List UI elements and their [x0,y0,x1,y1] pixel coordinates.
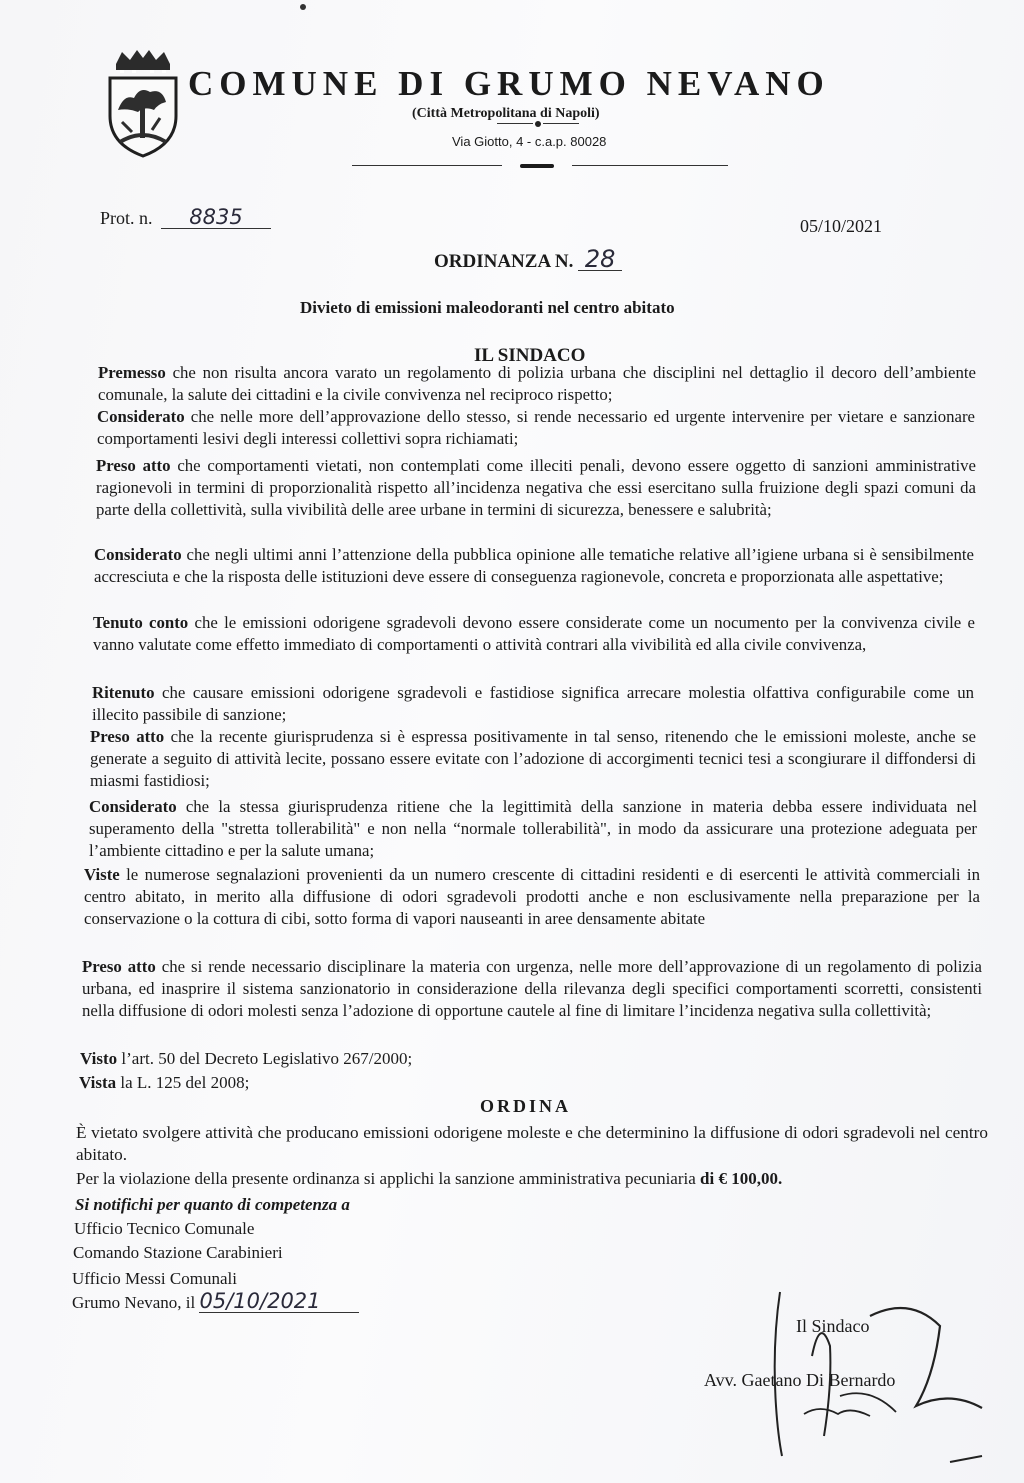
premise-paragraph [84,864,980,929]
ordina-text: È vietato svolgere attività che producano emissioni odorigene moleste e che determinino la diffusione di odori sgradevoli nel centro abitato. [76,1123,988,1164]
premise-lead: Viste [84,865,120,884]
premise-paragraph [79,1072,249,1094]
premise-text: l’art. 50 del Decreto Legislativo 267/2000; [121,1049,413,1068]
authority-heading: IL SINDACO [474,345,586,366]
ordinance-subject: Divieto di emissioni maleodoranti nel centro abitato [300,298,675,317]
premise-text: che comportamenti vietati, non contemplati come illeciti penali, devono essere oggetto di sanzioni amministrative ragionevoli in termini di proporzionalità rispetto all’incidenza negativa che essi esercitano sulla fruizione degli spazi comuni da parte della collettività, sulla vivibilità delle aree urbane in termini di sicurezza, benessere e salubrità; [96,456,976,519]
premise-lead: Preso atto [90,727,165,746]
municipal-coat-of-arms [104,46,182,158]
premise-lead: Preso atto [96,456,171,475]
premise-text: le numerose segnalazioni provenienti da un numero crescente di cittadini residenti e di esercenti le attività commerciali in centro abitato, in merito alla diffusione di odori sgradevoli prodotti anche e non esclusivamente nella preparazione per la conservazione o la cottura di cibi, sotto forma di vapori nauseanti in aree densamente abitate [84,865,980,928]
premise-text: che causare emissioni odorigene sgradevoli e fastidiose significa arrecare molestia olfattiva configurabile come un illecito passibile di sanzione; [92,683,975,724]
premise-text: che la stessa giurisprudenza ritiene che la legittimità della sanzione in materia debba essere individuata nel superamento della "stretta tollerabilità" e non nella “normale tollerabilità", in modo da assicurare una protezione adeguata per l’ambiente cittadino e per la salute umana; [89,797,978,860]
premise-text: che la recente giurisprudenza si è espressa positivamente in tal senso, ritenendo che le emissioni moleste, anche se generate a seguito di attività lecite, possano essere evitate con l’adozione di accorgimenti tecnici tesi a scongiurare il diffondersi di miasmi fastidiosi; [90,727,977,790]
recipient-item: Comando Stazione Carabinieri [73,1243,283,1262]
sanction-text: Per la violazione della presente ordinanza si applichi la sanzione amministrativa pecuniaria [76,1169,696,1188]
premise-text: che si rende necessario disciplinare la materia con urgenza, nelle more dell’approvazione di un regolamento di polizia urbana, ed inasprire il sistema sanzionatorio in considerazione della rilevanza degli specifici comportamenti scorretti, consistenti nella diffusione di odori molesti senza l’adozione di opportune cautele al fine di limitare l’incidenza negativa sulla collettività; [82,957,983,1020]
municipality-address: Via Giotto, 4 - c.a.p. 80028 [452,134,607,149]
handwritten-signature [720,1286,1010,1466]
premise-lead: Considerato [97,407,185,426]
premise-lead: Ritenuto [92,683,155,702]
premise-lead: Visto [80,1049,118,1068]
ordina-heading: ORDINA [480,1096,572,1116]
protocol-number: 8835 [161,206,271,229]
place-date-line [72,1290,359,1314]
municipality-subtitle: (Città Metropolitana di Napoli) [412,106,600,121]
header-divider-ornament [535,121,541,127]
document-date: 05/10/2021 [800,216,883,236]
premise-lead: Preso atto [82,957,156,976]
place-date-value: 05/10/2021 [199,1290,359,1313]
premise-paragraph [90,726,976,791]
ordinance-title [434,245,622,273]
premise-paragraph [96,455,976,520]
premise-paragraph [93,612,975,656]
ordinance-label: ORDINANZA N. [434,251,574,272]
premise-lead: Considerato [89,797,177,816]
place-date-label: Grumo Nevano, il [72,1293,196,1312]
premise-paragraph [80,1048,412,1070]
notify-heading: Si notifichi per quanto di competenza a [75,1195,350,1214]
premise-paragraph [92,682,974,726]
premise-paragraph [97,406,975,450]
premise-text: la L. 125 del 2008; [120,1073,250,1092]
premise-lead: Vista [79,1073,117,1092]
premise-text: che nelle more dell’approvazione dello stesso, si rende necessario ed urgente intervenire per vietare e sanzionare comportamenti lesivi degli interessi collettivi sopra richiamati; [97,407,975,448]
premise-text: che le emissioni odorigene sgradevoli devono essere considerate come un nocumento per la convivenza civile e vanno valutate come effetto immediato di comportamenti o attività contrari alla vivibilità ed alla civile convivenza, [93,613,975,654]
protocol-line [100,206,271,229]
header-rule-right [572,165,728,166]
recipient-item: Ufficio Tecnico Comunale [74,1219,255,1238]
speck [300,4,306,10]
signatory-title: Il Sindaco [796,1316,870,1336]
municipality-name: COMUNE DI GRUMO NEVANO [188,64,830,103]
sanction-amount: di € 100,00. [700,1169,783,1188]
header-rule-mark [520,164,554,168]
premise-text: che negli ultimi anni l’attenzione della pubblica opinione alle tematiche relative all’igiene urbana si è sensibilmente accresciuta e che la risposta delle istituzioni deve essere di conseguenza ragionevole, concreta e proporzionata alle aspettative; [94,545,974,586]
premise-paragraph [98,362,976,406]
premise-paragraph [94,544,974,588]
premise-paragraph [89,796,977,861]
signatory-name: Avv. Gaetano Di Bernardo [704,1370,896,1390]
recipient-item: Ufficio Messi Comunali [72,1269,237,1288]
sanction-line [76,1168,782,1190]
premise-lead: Considerato [94,545,182,564]
premise-paragraph [82,956,982,1021]
ordinance-number: 28 [578,248,622,271]
premise-lead: Tenuto conto [93,613,189,632]
premise-text: che non risulta ancora varato un regolamento di polizia urbana che disciplini nel dettaglio il decoro dell’ambiente comunale, la salute dei cittadini e la civile convivenza nel reciproco rispetto; [98,363,976,404]
protocol-label: Prot. n. [100,208,153,228]
premise-lead: Premesso [98,363,166,382]
header-rule-left [352,165,502,166]
